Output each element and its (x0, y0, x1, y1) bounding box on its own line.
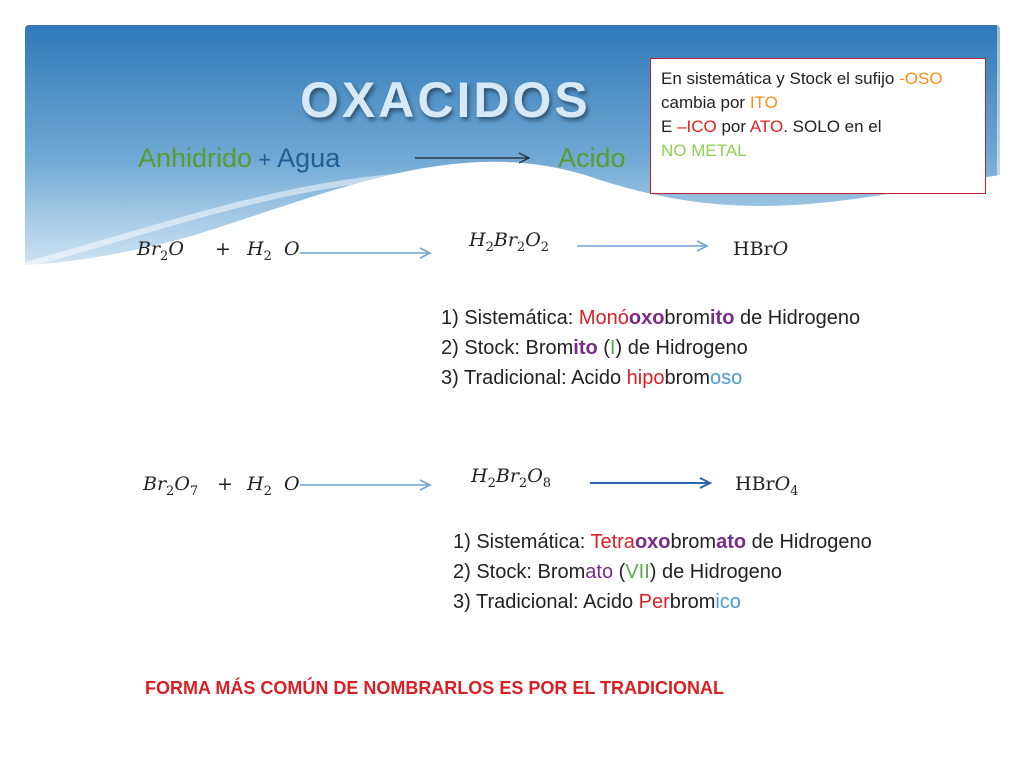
note-text: . SOLO en el (783, 117, 882, 136)
plus-sign: + (252, 147, 278, 172)
reactant-agua: Agua (277, 143, 341, 173)
general-arrow (415, 151, 535, 165)
ex2-reactant-b: $H_2$ O (247, 473, 300, 499)
ex1-arrow-1 (300, 246, 435, 260)
general-reactants (138, 143, 340, 174)
ex1-reactant-a: $Br_2O$ (137, 238, 184, 264)
ex1-plus: + (215, 238, 231, 260)
note-text: En sistemática y Stock el sufijo (661, 69, 900, 88)
ex1-intermediate: $H_2Br_2O_2$ (469, 229, 550, 255)
slide (25, 25, 1000, 745)
ex2-product: HBrO$_4$ (735, 473, 799, 499)
ex1-name-sistematica: 1) Sistemática: Monóoxobromito de Hidrogeno (441, 307, 861, 329)
ex1-names-list (441, 303, 860, 393)
general-product: Acido (558, 143, 626, 173)
note-ico: –ICO (677, 117, 717, 136)
ex2-reactant-a: $Br_2O_7$ (143, 473, 199, 499)
note-ato: ATO (749, 117, 784, 136)
ex1-reactant-b: $H_2$ O (247, 238, 300, 264)
note-ito: ITO (749, 93, 778, 112)
ex2-arrow-2 (590, 476, 715, 490)
suffix-note-box (650, 58, 986, 194)
ex1-name-stock: 2) Stock: Bromito (I) de Hidrogeno (441, 337, 748, 359)
note-nometal: NO METAL (661, 141, 747, 160)
note-oso: -OSO (899, 69, 943, 88)
slide-title: OXACIDOS (300, 72, 591, 128)
ex2-intermediate: $H_2Br_2O_8$ (471, 465, 552, 491)
ex2-name-stock: 2) Stock: Bromato (VII) de Hidrogeno (453, 561, 783, 583)
ex2-arrow-1 (300, 478, 435, 492)
ex1-product: HBrO (733, 238, 789, 260)
ex2-name-tradicional: 3) Tradicional: Acido Perbromico (453, 591, 741, 613)
footer-note: FORMA MÁS COMÚN DE NOMBRARLOS ES POR EL TRADICIONAL (145, 678, 724, 698)
ex2-name-sistematica: 1) Sistemática: Tetraoxobromato de Hidrogeno (453, 531, 872, 553)
ex1-name-tradicional: 3) Tradicional: Acido hipobromoso (441, 367, 743, 389)
reactant-anhidrido: Anhidrido (138, 143, 253, 173)
note-text: E (661, 117, 678, 136)
note-text: por (716, 117, 750, 136)
note-text: cambia por (661, 93, 750, 112)
ex2-plus: + (217, 473, 233, 495)
ex2-names-list (453, 527, 872, 617)
ex1-arrow-2 (577, 239, 712, 253)
